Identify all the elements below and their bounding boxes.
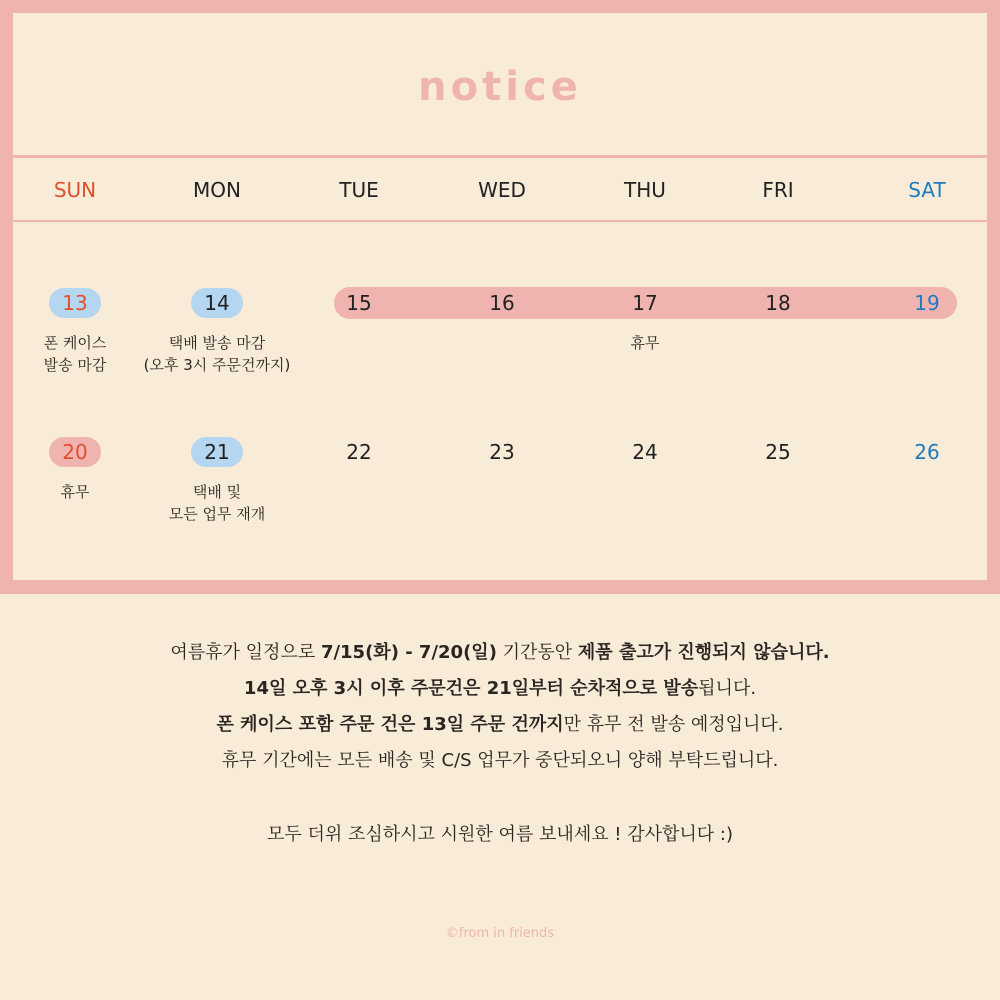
weekday-fri: FRI	[762, 178, 794, 202]
date-17: 17	[632, 291, 658, 315]
date-24: 24	[632, 440, 658, 464]
note-line: 휴무	[60, 483, 90, 501]
note-17	[535, 332, 755, 354]
text: 기간동안	[496, 642, 578, 663]
note-line: 택배 및	[192, 483, 242, 501]
weekday-tue: TUE	[339, 178, 379, 202]
notice-message	[0, 635, 1000, 853]
date-18: 18	[765, 291, 791, 315]
text: 만 휴무 전 발송 예정입니다.	[563, 714, 784, 735]
note-line: (오후 3시 주문건까지)	[143, 356, 291, 374]
weekday-sun: SUN	[53, 178, 97, 202]
text-bold: 제품 출고가 진행되지 않습니다.	[577, 642, 830, 663]
note-line: 모든 업무 재개	[168, 505, 266, 523]
text-bold: 폰 케이스 포함 주문 건은 13일 주문 건까지	[216, 714, 564, 735]
note-line: 폰 케이스	[43, 334, 107, 352]
page-title: notice	[418, 64, 582, 110]
note-14	[107, 332, 327, 376]
note-line: 발송 마감	[43, 356, 107, 374]
weekday-sat: SAT	[908, 178, 946, 202]
note-line: 택배 발송 마감	[168, 334, 266, 352]
date-26: 26	[914, 440, 940, 464]
date-22: 22	[346, 440, 372, 464]
date-16: 16	[489, 291, 515, 315]
weekday-mon: MON	[193, 178, 241, 202]
text: 됩니다.	[698, 678, 757, 699]
text: 여름휴가 일정으로	[170, 642, 321, 663]
divider	[13, 155, 987, 158]
date-13: 13	[49, 288, 101, 318]
message-line-1	[0, 635, 1000, 671]
note-21	[107, 481, 327, 525]
text-bold: 7/15(화) - 7/20(일)	[320, 642, 497, 663]
note-line: 휴무	[630, 334, 660, 352]
weekday-thu: THU	[624, 178, 666, 202]
spacer	[0, 779, 1000, 817]
message-line-5: 모두 더위 조심하시고 시원한 여름 보내세요 ! 감사합니다 :)	[267, 824, 733, 845]
weekday-wed: WED	[478, 178, 526, 202]
text-bold: 14일 오후 3시 이후 주문건은 21일부터 순차적으로 발송	[243, 678, 699, 699]
date-21: 21	[191, 437, 243, 467]
date-20: 20	[49, 437, 101, 467]
date-23: 23	[489, 440, 515, 464]
date-19: 19	[914, 291, 940, 315]
date-15: 15	[346, 291, 372, 315]
message-line-3	[0, 707, 1000, 743]
credit-text: ©from in friends	[445, 926, 555, 941]
date-14: 14	[191, 288, 243, 318]
message-line-2	[0, 671, 1000, 707]
divider	[13, 220, 987, 222]
date-25: 25	[765, 440, 791, 464]
message-line-4: 휴무 기간에는 모든 배송 및 C/S 업무가 중단되오니 양해 부탁드립니다.	[221, 750, 779, 771]
